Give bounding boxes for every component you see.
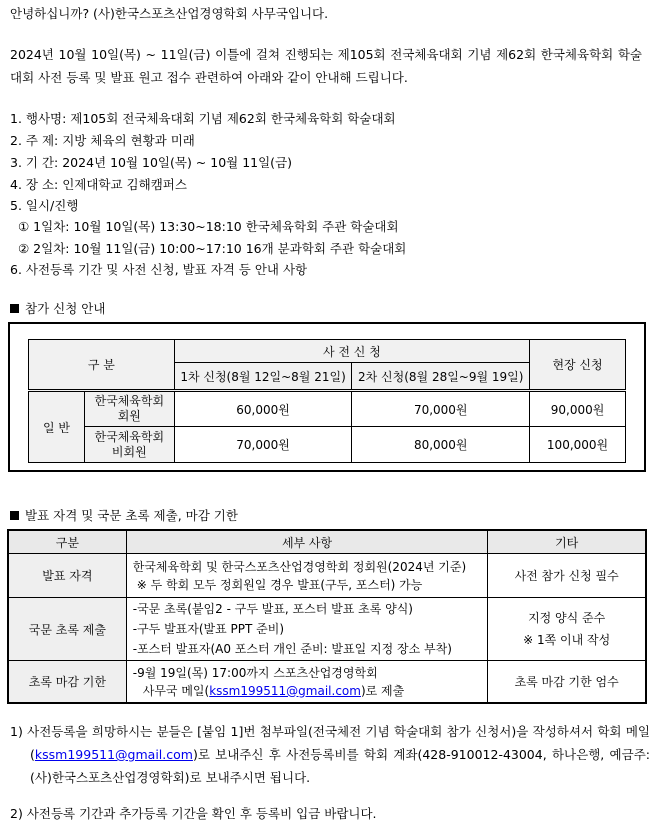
fee-member-round2: 70,000원 bbox=[352, 391, 530, 427]
note-registration-method: 1) 사전등록을 희망하시는 분들은 [붙임 1]번 첨부파일(전국체전 기념 학술대회 참가 신청서)을 작성하셔서 학회 메일(kssm199511@gmail.com)로 보내주신 후 사전등록비를 학회 계좌(428-910012-43004, 하나은행, 예금주:(사)한국스포츠산업경영학회)로 보내주시면 됩니다. bbox=[10, 724, 650, 785]
submission-table bbox=[8, 530, 646, 703]
item-schedule: 5. 일시/진행 bbox=[10, 198, 79, 213]
item-period: 3. 기 간: 2024년 10월 10일(목) ~ 10월 11일(금) bbox=[10, 155, 293, 170]
fee-table-frame bbox=[8, 322, 646, 472]
section-title-registration: 참가 신청 안내 bbox=[10, 301, 105, 317]
item-theme: 2. 주 제: 지방 체육의 현황과 미래 bbox=[10, 133, 195, 148]
sub-header-category: 구분 bbox=[9, 531, 127, 554]
sub-etc-qualification: 사전 참가 신청 필수 bbox=[488, 554, 646, 598]
item-event-name: 1. 행사명: 제105회 전국체육대회 기념 제62회 한국체육학회 학술대회 bbox=[10, 111, 396, 126]
fee-header-round1: 1차 신청(8월 12일~8월 21일) bbox=[174, 363, 352, 391]
fee-member-onsite: 90,000원 bbox=[530, 391, 626, 427]
greeting: 안녕하십니까? (사)한국스포츠산업경영학회 사무국입니다. bbox=[10, 6, 329, 21]
deadline-email-link[interactable]: kssm199511@gmail.com bbox=[209, 683, 361, 698]
sub-detail-qualification: 한국체육학회 및 한국스포츠산업경영학회 정회원(2024년 기준) ※ 두 학회 모두 정회원일 경우 발표(구두, 포스터) 가능 bbox=[126, 554, 488, 598]
fee-row-member-label: 한국체육학회 회원 bbox=[84, 391, 174, 427]
sub-etc-deadline: 초록 마감 기한 엄수 bbox=[488, 661, 646, 703]
sub-cat-qualification: 발표 자격 bbox=[9, 554, 127, 598]
sub-cat-deadline: 초록 마감 기한 bbox=[9, 661, 127, 703]
fee-member-round1: 60,000원 bbox=[174, 391, 352, 427]
fee-table bbox=[28, 339, 626, 463]
item-day2: ② 2일차: 10월 11일(금) 10:00~17:10 16개 분과학회 주관 학술대회 bbox=[18, 241, 407, 256]
fee-header-pre-registration: 사 전 신 청 bbox=[174, 340, 529, 363]
sub-cat-abstract: 국문 초록 제출 bbox=[9, 598, 127, 661]
sub-detail-abstract: -국문 초록(붙임2 - 구두 발표, 포스터 발표 초록 양식) -구두 발표자(발표 PPT 준비) -포스터 발표자(A0 포스터 개인 준비: 발표일 지정 장소 부착) bbox=[126, 598, 488, 661]
bullet-square-icon bbox=[10, 511, 19, 520]
bullet-square-icon bbox=[10, 304, 19, 313]
fee-nonmember-round2: 80,000원 bbox=[352, 427, 530, 463]
item-registration-notice: 6. 사전등록 기간 및 사전 신청, 발표 자격 등 안내 사항 bbox=[10, 262, 308, 277]
fee-row-nonmember-label: 한국체육학회 비회원 bbox=[84, 427, 174, 463]
fee-header-onsite: 현장 신청 bbox=[530, 340, 626, 391]
sub-etc-abstract: 지정 양식 준수 ※ 1쪽 이내 작성 bbox=[488, 598, 646, 661]
sub-detail-deadline: -9월 19일(목) 17:00까지 스포츠산업경영학회 사무국 메일(kssm199511@gmail.com)로 제출 bbox=[126, 661, 488, 703]
fee-nonmember-round1: 70,000원 bbox=[174, 427, 352, 463]
sub-header-details: 세부 사항 bbox=[126, 531, 488, 554]
fee-header-round2: 2차 신청(8월 28일~9월 19일) bbox=[352, 363, 530, 391]
fee-nonmember-onsite: 100,000원 bbox=[530, 427, 626, 463]
fee-group-general: 일 반 bbox=[29, 391, 85, 463]
section-title-submission: 발표 자격 및 국문 초록 제출, 마감 기한 bbox=[10, 508, 238, 524]
sub-header-etc: 기타 bbox=[488, 531, 646, 554]
fee-header-category: 구 분 bbox=[29, 340, 175, 391]
note-email-link[interactable]: kssm199511@gmail.com bbox=[34, 747, 193, 762]
item-venue: 4. 장 소: 인제대학교 김해캠퍼스 bbox=[10, 177, 187, 192]
intro-paragraph: 2024년 10월 10일(목) ~ 11일(금) 이틀에 걸쳐 진행되는 제105회 전국체육대회 기념 제62회 한국체육학회 학술대회 사전 등록 및 발표 원고 접수 관련하여 아래와 같이 안내해 드립니다. bbox=[10, 47, 642, 85]
item-day1: ① 1일차: 10월 10일(목) 13:30~18:10 한국체육학회 주관 학술대회 bbox=[18, 219, 399, 234]
note-payment: 2) 사전등록 기간과 추가등록 기간을 확인 후 등록비 입금 바랍니다. bbox=[10, 806, 377, 821]
